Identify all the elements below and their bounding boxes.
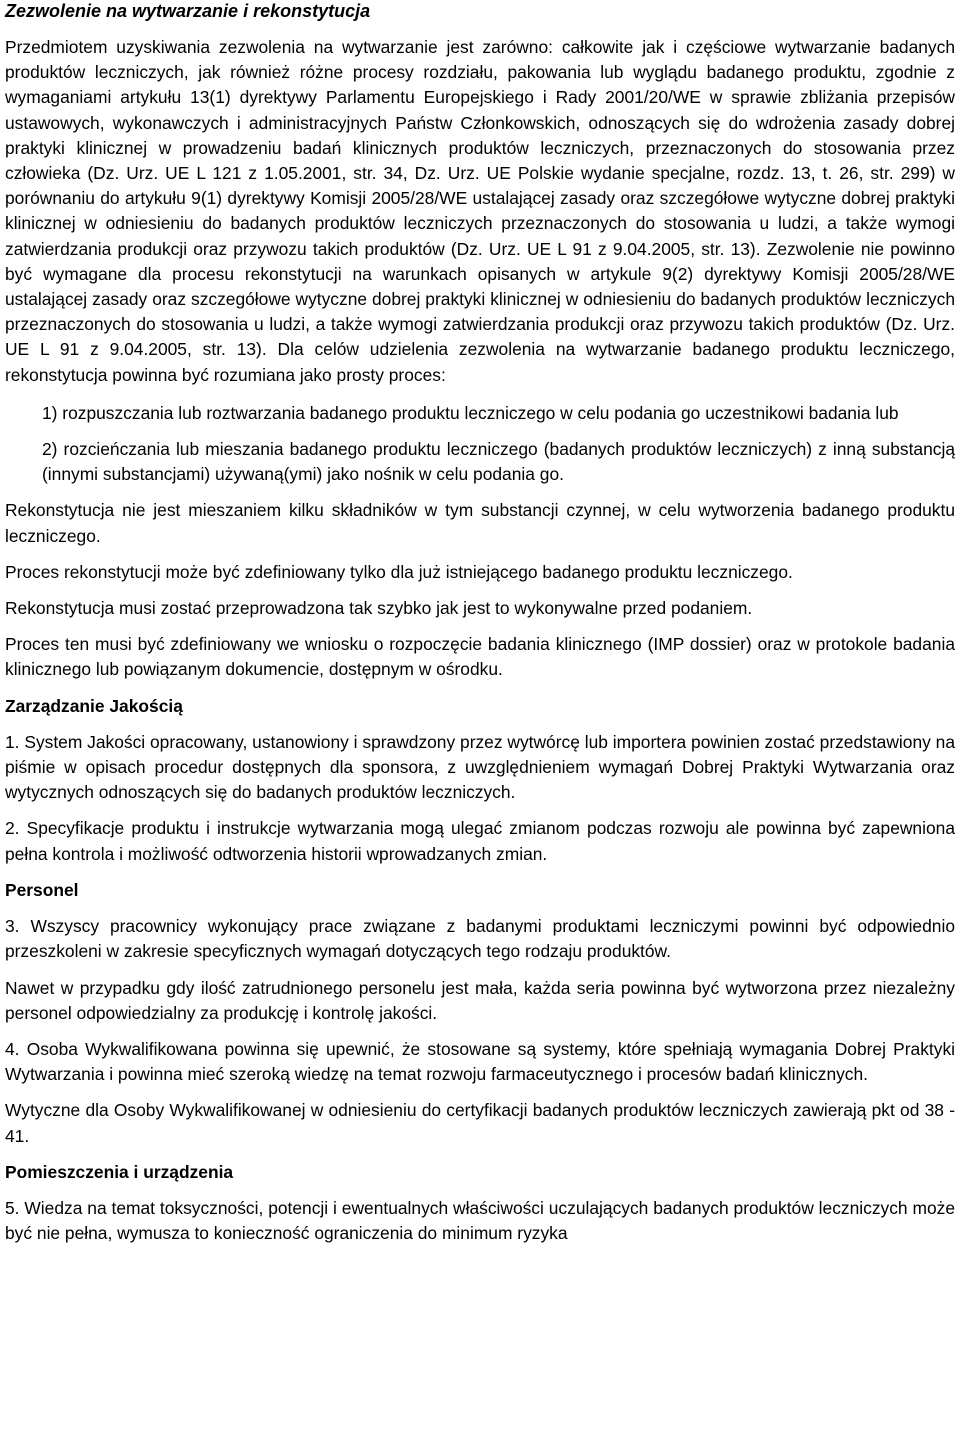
heading-personnel: Personel [5,879,79,900]
paragraph-reconstitution-timing: Rekonstytucja musi zostać przeprowadzona tak szybko jak jest to wykonywalne przed podaniem. [5,598,753,619]
heading-quality-management: Zarządzanie Jakością [5,695,183,716]
section-title: Zezwolenie na wytwarzanie i rekonstytucja [5,1,371,21]
list-item-dilution: 2) rozcieńczania lub mieszania badanego produktu leczniczego (badanych produktów leczniczych) z inną substancją (innymi substancjami) używaną(ymi) jako nośnik w celu podania go. [42,439,955,485]
paragraph-personnel-3b: Nawet w przypadku gdy ilość zatrudnionego personelu jest mała, każda seria powinna być wytworzona przez niezależny personel odpowiedzialny za produkcję i kontrolę jakości. [5,977,955,1023]
paragraph-personnel-4: 4. Osoba Wykwalifikowana powinna się upewnić, że stosowane są systemy, które spełniają wymagania Dobrej Praktyki Wytwarzania i powinna mieć szeroką wiedzę na temat rozwoju farmaceutycznego i procesów badań klinicznych. [5,1038,955,1085]
list-item-dissolution: 1) rozpuszczania lub roztwarzania badanego produktu leczniczego w celu podania go uczestnikowi badania lub [42,402,899,423]
heading-premises-equipment: Pomieszczenia i urządzenia [5,1161,234,1182]
paragraph-reconstitution-existing: Proces rekonstytucji może być zdefiniowany tylko dla już istniejącego badanego produktu leczniczego. [5,561,793,582]
paragraph-reconstitution-definition: Rekonstytucja nie jest mieszaniem kilku składników w tym substancji czynnej, w celu wytworzenia badanego produktu leczniczego. [5,500,955,546]
paragraph-manufacturing-authorisation: Przedmiotem uzyskiwania zezwolenia na wytwarzanie jest zarówno: całkowite jak i częściowe wytwarzanie badanych produktów leczniczych, jak również różne procesy rozdziału, pakowania lub wyglądu badanego produktu, zgodnie z wymaganiami artykułu 13(1) dyrektywy Parlamentu Europejskiego i Rady 2001/20/WE w sprawie zbliżania przepisów ustawowych, wykonawczych i administracyjnych Państw Członkowskich, odnoszących się do wdrożenia zasady dobrej praktyki klinicznej w prowadzeniu badań klinicznych produktów leczniczych, przeznaczonych do stosowania przez człowieka (Dz. Urz. UE L 121 z 1.05.2001, str. 34, Dz. Urz. UE Polskie wydanie specjalne, rozdz. 13, t. 26, str. 299) w porównaniu do artykułu 9(1) dyrektywy Komisji 2005/28/WE ustalającej zasady oraz szczegółowe wytyczne dobrej praktyki klinicznej w odniesieniu do badanych produktów leczniczych przeznaczonych do stosowania u ludzi, a także wymogi zatwierdzania produkcji oraz przywozu takich produktów (Dz. Urz. UE L 91 z 9.04.2005, str. 13). Zezwolenie nie powinno być wymagane dla procesu rekonstytucji na warunkach opisanych w artykule 9(2) dyrektywy Komisji 2005/28/WE ustalającej zasady oraz szczegółowe wytyczne dobrej praktyki klinicznej w odniesieniu do badanych produktów leczniczych przeznaczonych do stosowania u ludzi, a także wymogi zatwierdzania produkcji oraz przywozu takich produktów (Dz. Urz. UE L 91 z 9.04.2005, str. 13). Dla celów udzielenia zezwolenia na wytwarzanie badanego produktu leczniczego, rekonstytucja powinna być rozumiana jako prosty proces: [5,37,955,385]
paragraph-premises-5: 5. Wiedza na temat toksyczności, potencji i ewentualnych właściwości uczulających badanych produktów leczniczych może być nie pełna, wymusza to konieczność ograniczenia do minimum ryzyka [5,1197,955,1244]
paragraph-quality-2: 2. Specyfikacje produktu i instrukcje wytwarzania mogą ulegać zmianom podczas rozwoju ale powinna być zapewniona pełna kontrola i możliwość odtworzenia historii wprowadzanych zmian. [5,818,955,864]
paragraph-quality-1: 1. System Jakości opracowany, ustanowiony i sprawdzony przez wytwórcę lub importera powinien zostać przedstawiony na piśmie w opisach procedur dostępnych dla sponsora, z uwzględnieniem wymagań Dobrej Praktyki Wytwarzania oraz wytycznych odnoszących się do badanych produktów leczniczych. [5,731,955,803]
paragraph-personnel-4b: Wytyczne dla Osoby Wykwalifikowanej w odniesieniu do certyfikacji badanych produktów leczniczych zawierają pkt od 38 - 41. [5,1100,955,1146]
paragraph-personnel-3: 3. Wszyscy pracownicy wykonujący prace związane z badanymi produktami leczniczymi powinni być odpowiednio przeszkoleni w zakresie specyficznych wymagań dotyczących tego rodzaju produktów. [5,916,955,962]
paragraph-reconstitution-dossier: Proces ten musi być zdefiniowany we wniosku o rozpoczęcie badania klinicznego (IMP dossier) oraz w protokole badania klinicznego lub powiązanym dokumencie, dostępnym w ośrodku. [5,634,955,680]
